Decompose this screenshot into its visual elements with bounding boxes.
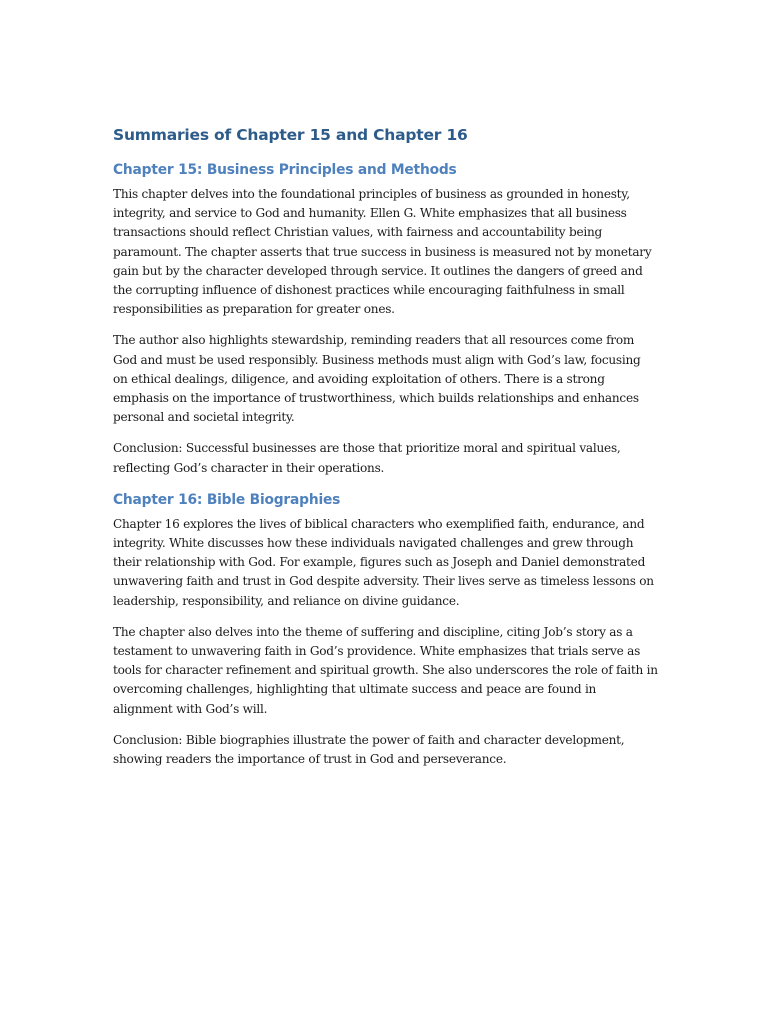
chapter-15-section	[113, 160, 658, 478]
chapter-16-conclusion: Conclusion: Bible biographies illustrate the power of faith and character development, showing readers the importance of trust in God and perseverance.	[113, 732, 625, 767]
chapter-15-heading: Chapter 15: Business Principles and Methods	[113, 162, 457, 178]
chapter-16-paragraph-1: Chapter 16 explores the lives of biblical characters who exemplified faith, endurance, and integrity. White discusses how these individuals navigated challenges and grew through their relationship with God. For example, figures such as Joseph and Daniel demonstrated unwavering faith and trust in God despite adversity. Their lives serve as timeless lessons on leadership, responsibility, and reliance on divine guidance.	[113, 516, 654, 608]
chapter-15-paragraph-2: The author also highlights stewardship, reminding readers that all resources come from God and must be used responsibly. Business methods must align with God’s law, focusing on ethical dealings, diligence, and avoiding exploitation of others. There is a strong emphasis on the importance of trustworthiness, which builds relationships and enhances personal and societal integrity.	[113, 333, 641, 425]
document-page	[113, 124, 658, 781]
chapter-16-paragraph-2: The chapter also delves into the theme of suffering and discipline, citing Job’s story as a testament to unwavering faith in God’s providence. White emphasizes that trials serve as tools for character refinement and spiritual growth. She also underscores the role of faith in overcoming challenges, highlighting that ultimate success and peace are found in alignment with God’s will.	[113, 624, 658, 716]
chapter-15-conclusion: Conclusion: Successful businesses are those that prioritize moral and spiritual values, reflecting God’s character in their operations.	[113, 441, 621, 475]
chapter-16-section	[113, 490, 658, 769]
document-title: Summaries of Chapter 15 and Chapter 16	[113, 126, 468, 144]
chapter-16-heading: Chapter 16: Bible Biographies	[113, 491, 341, 508]
chapter-15-paragraph-1: This chapter delves into the foundational principles of business as grounded in honesty, integrity, and service to God and humanity. Ellen G. White emphasizes that all business transactions should reflect Christian values, with fairness and accountability being paramount. The chapter asserts that true success in business is measured not by monetary gain but by the character developed through service. It outlines the dangers of greed and the corrupting influence of dishonest practices while encouraging faithfulness in small responsibilities as preparation for greater ones.	[113, 187, 652, 317]
